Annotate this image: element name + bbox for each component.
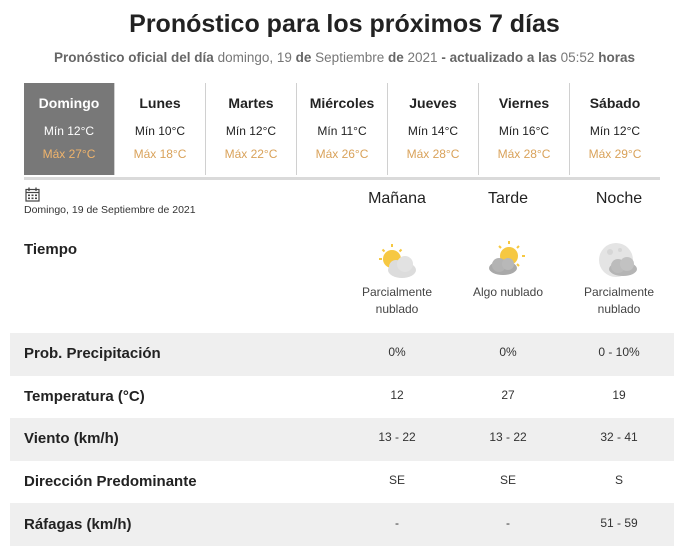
- subtitle-prefix: Pronóstico oficial del día: [54, 50, 214, 65]
- weather-desc-line: Parcialmente: [361, 285, 433, 299]
- day-name: Viernes: [498, 95, 550, 111]
- day-max-temp: Máx 29°C: [588, 147, 642, 161]
- subtitle-year: 2021: [407, 50, 438, 65]
- weather-desc-line: Algo nublado: [472, 285, 544, 299]
- cell-value: -: [506, 516, 510, 530]
- day-name: Jueves: [409, 95, 457, 111]
- day-min-temp: Mín 14°C: [407, 124, 459, 138]
- cell-value: 51 - 59: [600, 516, 638, 530]
- day-max-temp: Máx 28°C: [406, 147, 460, 161]
- cell-value: SE: [388, 473, 405, 487]
- column-manana: Mañana: [368, 190, 426, 207]
- divider: [24, 177, 660, 180]
- day-name: Lunes: [139, 95, 181, 111]
- cell-value: 0 - 10%: [598, 345, 640, 359]
- subtitle-time: 05:52: [560, 50, 595, 65]
- subtitle-date-day: domingo, 19: [217, 50, 292, 65]
- weather-desc-noche: [564, 284, 674, 318]
- column-tarde: Tarde: [487, 190, 529, 207]
- day-name: Domingo: [38, 95, 100, 111]
- day-min-temp: Mín 12°C: [43, 124, 95, 138]
- cell-value: 12: [390, 388, 404, 402]
- day-name: Miércoles: [309, 95, 375, 111]
- day-tab-miercoles[interactable]: [297, 83, 388, 175]
- weather-desc-tarde: [453, 284, 563, 301]
- weather-desc-line: Parcialmente: [583, 285, 655, 299]
- weather-desc-manana: [342, 284, 452, 318]
- cell-value: SE: [499, 473, 516, 487]
- cell-value: 27: [501, 388, 515, 402]
- day-tab-sabado[interactable]: [570, 83, 660, 175]
- subtitle-horas: horas: [598, 50, 635, 65]
- calendar-icon: [25, 187, 40, 202]
- day-selector: [24, 83, 660, 175]
- day-min-temp: Mín 16°C: [498, 124, 550, 138]
- row-label-precipitacion: Prob. Precipitación: [24, 345, 161, 362]
- row-label-viento: Viento (km/h): [24, 430, 119, 447]
- day-name: Martes: [228, 95, 274, 111]
- detail-date: Domingo, 19 de Septiembre de 2021: [24, 204, 196, 216]
- day-name: Sábado: [589, 95, 641, 111]
- day-min-temp: Mín 10°C: [134, 124, 186, 138]
- subtitle-month: Septiembre: [315, 50, 385, 65]
- cloudy-sun-icon: [485, 240, 531, 280]
- cell-value: -: [395, 516, 399, 530]
- row-label-tiempo: Tiempo: [24, 241, 78, 258]
- partly-cloudy-night-icon: [596, 240, 642, 280]
- day-max-temp: Máx 26°C: [315, 147, 369, 161]
- page-subtitle: [0, 50, 689, 65]
- partly-cloudy-day-icon: [374, 242, 420, 282]
- cell-value: 13 - 22: [489, 430, 527, 444]
- day-tab-lunes[interactable]: [115, 83, 206, 175]
- day-max-temp: Máx 22°C: [224, 147, 278, 161]
- day-tab-jueves[interactable]: [388, 83, 479, 175]
- subtitle-de-2: de: [387, 50, 404, 65]
- row-label-rafagas: Ráfagas (km/h): [24, 516, 132, 533]
- subtitle-de-1: de: [295, 50, 312, 65]
- row-label-temperatura: Temperatura (°C): [24, 388, 145, 405]
- day-tab-domingo[interactable]: [24, 83, 115, 175]
- day-tab-viernes[interactable]: [479, 83, 570, 175]
- cell-value: 19: [612, 388, 626, 402]
- day-min-temp: Mín 12°C: [225, 124, 277, 138]
- cell-value: 0%: [388, 345, 406, 359]
- weather-desc-line: nublado: [375, 302, 419, 316]
- subtitle-updated: - actualizado a las: [441, 50, 557, 65]
- day-min-temp: Mín 12°C: [589, 124, 641, 138]
- day-tab-martes[interactable]: [206, 83, 297, 175]
- column-noche: Noche: [595, 190, 643, 207]
- weather-desc-line: nublado: [597, 302, 641, 316]
- cell-value: 32 - 41: [600, 430, 638, 444]
- day-max-temp: Máx 28°C: [497, 147, 551, 161]
- day-min-temp: Mín 11°C: [317, 124, 367, 138]
- cell-value: 13 - 22: [378, 430, 416, 444]
- page-title: Pronóstico para los próximos 7 días: [129, 10, 560, 38]
- cell-value: S: [614, 473, 623, 487]
- day-max-temp: Máx 18°C: [133, 147, 187, 161]
- cell-value: 0%: [499, 345, 517, 359]
- row-label-direccion: Dirección Predominante: [24, 473, 197, 490]
- day-max-temp: Máx 27°C: [42, 147, 96, 161]
